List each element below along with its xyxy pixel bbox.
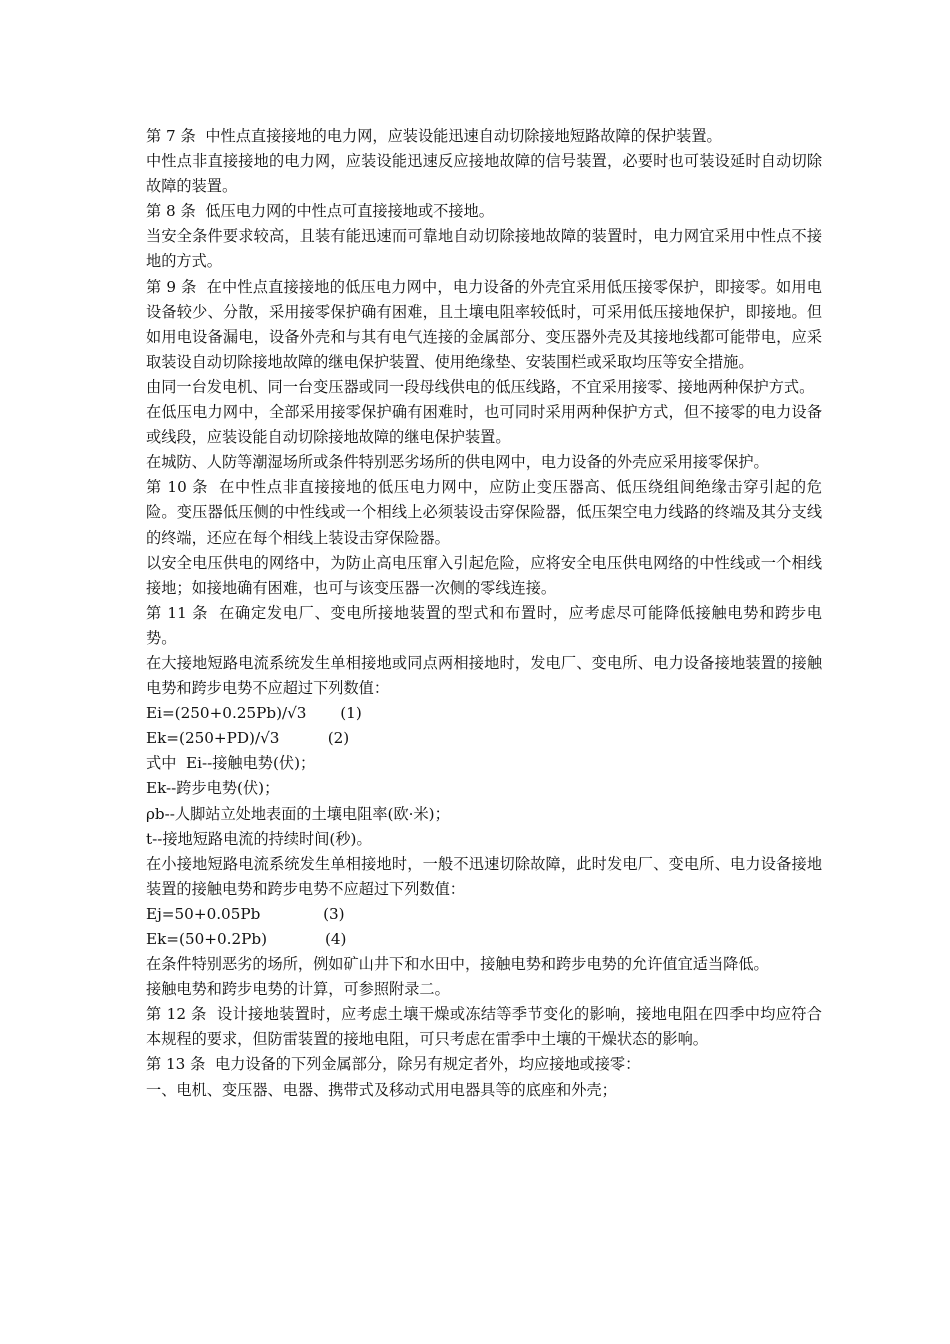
article-12: 第 12 条 设计接地装置时，应考虑土壤干燥或冻结等季节变化的影响，接地电阻在四季中均应符合本规程的要求，但防雷装置的接地电阻，可只考虑在雷季中土壤的干燥状态的影响。 — [146, 1005, 822, 1049]
formula-legend: 式中 Ei--接触电势(伏)； — [146, 754, 316, 773]
formula-4: Ek=(50+0.2Pb) (4) — [146, 930, 347, 948]
article-11-paragraph: 在条件特别恶劣的场所，例如矿山井下和水田中，接触电势和跨步电势的允许值宜适当降低。 — [146, 955, 769, 974]
article-9: 第 9 条 在中性点直接接地的低压电力网中，电力设备的外壳宜采用低压接零保护，即接零。如用电设备较少、分散，采用接零保护确有困难，且土壤电阻率较低时，可采用低压接地保护，即接地。但如用电设备漏电，设备外壳和与其有电气连接的金属部分、变压器外壳及其接地线都可能带电，应采取装设自动切除接地故障的继电保护装置、使用绝缘垫、安装围栏或采取均压等安全措施。 — [146, 277, 822, 371]
formula-1: Ei=(250+0.25Pb)/√3 (1) — [146, 704, 362, 723]
formula-legend: ρb--人脚站立处地表面的土壤电阻率(欧·米)； — [146, 804, 450, 823]
formula-legend: Ek--跨步电势(伏)； — [146, 779, 280, 798]
article-8: 第 8 条 低压电力网的中性点可直接接地或不接地。 — [146, 202, 494, 221]
article-9-paragraph: 在低压电力网中，全部采用接零保护确有困难时，也可同时采用两种保护方式，但不接零的电力设备或线段，应装设能自动切除接地故障的继电保护装置。 — [146, 403, 822, 447]
article-11-paragraph: 在小接地短路电流系统发生单相接地时，一般不迅速切除故障，此时发电厂、变电所、电力设备接地装置的接触电势和跨步电势不应超过下列数值： — [146, 854, 822, 898]
article-7-paragraph: 中性点非直接接地的电力网，应装设能迅速反应接地故障的信号装置，必要时也可装设延时自动切除故障的装置。 — [146, 152, 822, 196]
article-11: 第 11 条 在确定发电厂、变电所接地装置的型式和布置时，应考虑尽可能降低接触电势和跨步电势。 — [146, 603, 822, 647]
article-13: 第 13 条 电力设备的下列金属部分，除另有规定者外，均应接地或接零： — [146, 1055, 641, 1074]
article-11-paragraph: 接触电势和跨步电势的计算，可参照附录二。 — [146, 980, 450, 999]
formula-2: Ek=(250+PD)/√3 (2) — [146, 729, 350, 748]
article-10-paragraph: 以安全电压供电的网络中，为防止高电压窜入引起危险，应将安全电压供电网络的中性线或一个相线接地；如接地确有困难，也可与该变压器一次侧的零线连接。 — [146, 553, 822, 597]
article-8-paragraph: 当安全条件要求较高，且装有能迅速而可靠地自动切除接地故障的装置时，电力网宜采用中性点不接地的方式。 — [146, 227, 822, 271]
article-10: 第 10 条 在中性点非直接接地的低压电力网中，应防止变压器高、低压绕组间绝缘击穿引起的危险。变压器低压侧的中性线或一个相线上必须装设击穿保险器，低压架空电力线路的终端及其分支线的终端，还应在每个相线上装设击穿保险器。 — [146, 478, 822, 547]
article-7: 第 7 条 中性点直接接地的电力网，应装设能迅速自动切除接地短路故障的保护装置。 — [146, 127, 722, 145]
formula-legend: t--接地短路电流的持续时间(秒)。 — [146, 829, 372, 848]
article-13-item-1: 一、电机、变压器、电器、携带式及移动式用电器具等的底座和外壳； — [146, 1080, 617, 1099]
article-9-paragraph: 由同一台发电机、同一台变压器或同一段母线供电的低压线路，不宜采用接零、接地两种保护方式。 — [146, 377, 815, 396]
document-body — [146, 124, 822, 1103]
formula-3: Ej=50+0.05Pb (3) — [146, 904, 345, 923]
article-9-paragraph: 在城防、人防等潮湿场所或条件特别恶劣场所的供电网中，电力设备的外壳应采用接零保护。 — [146, 453, 769, 472]
article-11-paragraph: 在大接地短路电流系统发生单相接地或同点两相接地时，发电厂、变电所、电力设备接地装置的接触电势和跨步电势不应超过下列数值： — [146, 653, 822, 698]
